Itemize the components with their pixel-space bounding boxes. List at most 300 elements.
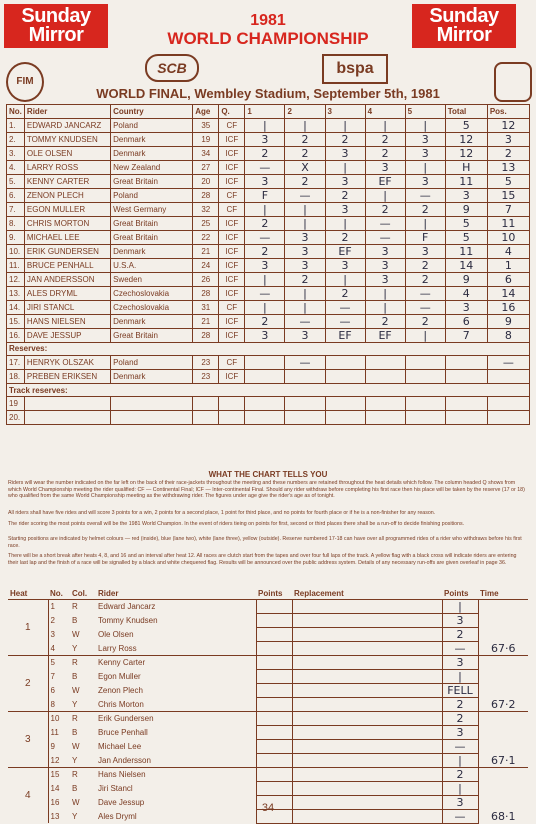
rider-name [24, 410, 110, 424]
heat-rider-number: 5 [48, 655, 70, 669]
ride-score: 3 [245, 258, 285, 272]
rider-name: PREBEN ERIKSEN [24, 370, 110, 384]
heat-rider-number: 10 [48, 711, 70, 725]
heat-rider-name: Ales Dryml [98, 811, 137, 821]
rider-age: 20 [193, 174, 219, 188]
ride-score: 3 [405, 174, 445, 188]
ride-score: 2 [285, 174, 325, 188]
ride-score [285, 410, 325, 424]
ride-score: — [245, 230, 285, 244]
ride-score: X [285, 160, 325, 174]
ride-score: | [245, 272, 285, 286]
ride-score [245, 370, 285, 384]
rider-name: EGON MULLER [24, 202, 110, 216]
helmet-colour: B [72, 783, 78, 793]
heat-column-header: Heat [10, 588, 28, 598]
heat-number: 3 [8, 711, 48, 767]
final-subtitle: WORLD FINAL, Wembley Stadium, September 5th, 1981 [96, 86, 440, 101]
ride-score: — [405, 286, 445, 300]
rider-age: 23 [193, 370, 219, 384]
total-points: 12 [445, 132, 487, 146]
heat-rider-row [8, 641, 528, 655]
replacement-blank [292, 711, 442, 725]
heat-rider-name: Egon Muller [98, 671, 141, 681]
heat-rider-name: Hans Nielsen [96, 767, 256, 781]
rider-name: TOMMY KNUDSEN [24, 132, 110, 146]
rider-age: 22 [193, 230, 219, 244]
rider-row [7, 328, 530, 342]
final-position: 15 [487, 188, 529, 202]
rider-number: 3. [7, 146, 25, 160]
rider-name: BRUCE PENHALL [24, 258, 110, 272]
rider-qualification: ICF [219, 370, 245, 384]
sunday-mirror-logo: Sunday Mirror [412, 4, 516, 48]
final-position: 11 [487, 216, 529, 230]
points-blank [256, 725, 292, 739]
total-points: H [445, 160, 487, 174]
rider-age [193, 410, 219, 424]
rider-age: 32 [193, 202, 219, 216]
points-blank [256, 753, 292, 767]
ride-score: | [285, 286, 325, 300]
ride-score: 2 [285, 146, 325, 160]
score-chart-header [7, 105, 530, 119]
rider-qualification: CF [219, 356, 245, 370]
ride-score [365, 397, 405, 411]
heat-rider-number: 11 [50, 727, 59, 737]
rider-number: 8. [7, 216, 25, 230]
heat-column-header: Col. [72, 588, 88, 598]
track-reserves-section-label: Track reserves: [7, 383, 530, 397]
replacement-blank [292, 655, 442, 669]
heat-rider-name: Ole Olsen [98, 629, 134, 639]
final-position: 13 [487, 160, 529, 174]
ride-score: — [405, 300, 445, 314]
replacement-blank [292, 669, 442, 683]
rider-country: Czechoslovakia [111, 300, 193, 314]
ride-score: | [405, 160, 445, 174]
column-header: Pos. [487, 105, 529, 119]
replacement-blank [292, 683, 442, 697]
heat-column-header: Points [444, 588, 469, 598]
heat-time: 67·6 [478, 599, 528, 655]
points-blank [256, 711, 292, 725]
heat-time: 68·1 [478, 767, 528, 823]
ride-score: 2 [365, 202, 405, 216]
ride-score: — [285, 356, 325, 370]
rider-name: ZENON PLECH [24, 188, 110, 202]
ride-score [325, 410, 365, 424]
rider-qualification: ICF [219, 146, 245, 160]
ride-score: | [285, 118, 325, 132]
points-blank [256, 739, 292, 753]
heat-rider-row [8, 627, 528, 641]
rider-country [111, 410, 193, 424]
total-points: 14 [445, 258, 487, 272]
rider-number: 6. [7, 188, 25, 202]
rider-number: 2. [7, 132, 25, 146]
ride-score [245, 397, 285, 411]
rider-qualification: ICF [219, 328, 245, 342]
rider-age: 25 [193, 216, 219, 230]
rider-number: 19 [7, 397, 25, 411]
column-header: Rider [24, 105, 110, 119]
rider-number: 18. [7, 370, 25, 384]
column-header: Age [193, 105, 219, 119]
rider-country: Denmark [111, 146, 193, 160]
heat-rider-number: 1 [48, 599, 70, 613]
ride-score: EF [325, 328, 365, 342]
heat-rider-number: 14 [50, 783, 60, 793]
final-position: 6 [487, 272, 529, 286]
rider-qualification: ICF [219, 286, 245, 300]
rider-qualification [219, 397, 245, 411]
heat-column-header: Replacement [294, 588, 344, 598]
heat-rider-row [8, 753, 528, 767]
ride-score [285, 397, 325, 411]
total-points: 4 [445, 286, 487, 300]
ride-score [325, 370, 365, 384]
rider-qualification: ICF [219, 230, 245, 244]
ride-score: 3 [285, 230, 325, 244]
reserves-section-label: Reserves: [7, 342, 530, 356]
heat-column-header: Points [258, 588, 283, 598]
ride-score: | [285, 216, 325, 230]
ride-score [325, 356, 365, 370]
rider-country: Denmark [111, 132, 193, 146]
points-blank [256, 641, 292, 655]
rider-age: 26 [193, 272, 219, 286]
rider-age: 21 [193, 314, 219, 328]
heat-points: 3 [442, 725, 478, 739]
helmet-colour: W [72, 741, 80, 751]
ride-score: 3 [325, 202, 365, 216]
ride-score: 2 [285, 272, 325, 286]
ride-score: 3 [245, 174, 285, 188]
points-blank [256, 599, 292, 613]
ride-score: | [365, 300, 405, 314]
header-title: WORLD CHAMPIONSHIP [167, 29, 369, 48]
ride-score: | [405, 216, 445, 230]
points-blank [256, 655, 292, 669]
heat-points: 2 [442, 711, 478, 725]
ride-score: 2 [245, 314, 285, 328]
total-points: 5 [445, 216, 487, 230]
heat-rider-row [8, 711, 528, 725]
rider-country: Poland [111, 188, 193, 202]
rider-country: Denmark [111, 370, 193, 384]
rider-row [7, 356, 530, 370]
rider-age: 28 [193, 286, 219, 300]
replacement-blank [292, 641, 442, 655]
ride-score: 3 [365, 244, 405, 258]
rider-row [7, 286, 530, 300]
column-header: Total [445, 105, 487, 119]
replacement-blank [292, 599, 442, 613]
rider-qualification: ICF [219, 216, 245, 230]
ride-score: 3 [285, 328, 325, 342]
sunday-mirror-logo: Sunday Mirror [4, 4, 108, 48]
rider-number: 5. [7, 174, 25, 188]
heat-rider-number: 9 [50, 741, 55, 751]
helmet-colour: B [72, 615, 78, 625]
rider-age: 31 [193, 300, 219, 314]
heat-points: — [442, 641, 478, 655]
heat-points: 3 [442, 613, 478, 627]
rider-row [7, 216, 530, 230]
rider-number: 15. [7, 314, 25, 328]
replacement-blank [292, 697, 442, 711]
total-points: 7 [445, 328, 487, 342]
heat-rider-name: Zenon Plech [98, 685, 143, 695]
column-header: Q. [219, 105, 245, 119]
ride-score: — [245, 160, 285, 174]
rider-country: Great Britain [111, 174, 193, 188]
total-points: 12 [445, 146, 487, 160]
rider-row [7, 314, 530, 328]
heat-points: — [442, 809, 478, 823]
rider-row [7, 188, 530, 202]
ride-score [405, 356, 445, 370]
helmet-colour: Y [72, 811, 78, 821]
rider-row [7, 370, 530, 384]
ride-score: 3 [405, 244, 445, 258]
rider-country: Poland [111, 118, 193, 132]
replacement-blank [292, 613, 442, 627]
rider-number: 7. [7, 202, 25, 216]
helmet-colour: R [70, 767, 96, 781]
heat-points: | [442, 753, 478, 767]
rider-name: LARRY ROSS [24, 160, 110, 174]
heat-rider-row [8, 655, 528, 669]
replacement-blank [292, 753, 442, 767]
ride-score: | [245, 118, 285, 132]
heat-rider-name: Chris Morton [98, 699, 144, 709]
heat-rider-row [8, 767, 528, 781]
rider-age [193, 397, 219, 411]
points-blank [256, 669, 292, 683]
ride-score: 3 [245, 328, 285, 342]
helmet-colour: Y [72, 699, 78, 709]
rider-country: Czechoslovakia [111, 286, 193, 300]
heat-number: 4 [8, 767, 48, 823]
replacement-blank [292, 627, 442, 641]
rider-country: West Germany [111, 202, 193, 216]
ride-score [285, 370, 325, 384]
heat-rider-number: 12 [50, 755, 60, 765]
final-position: 5 [487, 174, 529, 188]
heat-rider-number: 6 [50, 685, 55, 695]
heat-rider-row [8, 613, 528, 627]
ride-score: — [325, 314, 365, 328]
heat-points: — [442, 739, 478, 753]
track-reserves-section [7, 383, 530, 397]
ride-score: 3 [405, 146, 445, 160]
ride-score: 3 [365, 258, 405, 272]
total-points [445, 356, 487, 370]
ride-score: EF [365, 174, 405, 188]
rider-country: Great Britain [111, 216, 193, 230]
rider-name: MICHAEL LEE [24, 230, 110, 244]
ride-score: — [325, 300, 365, 314]
ride-score: — [405, 188, 445, 202]
ride-score: — [285, 188, 325, 202]
rider-qualification: ICF [219, 258, 245, 272]
ride-score: | [365, 118, 405, 132]
rider-name: ALES DRYML [24, 286, 110, 300]
header-year: 1981 [250, 12, 286, 29]
final-position: 7 [487, 202, 529, 216]
ride-score: 2 [405, 314, 445, 328]
ride-score: 3 [405, 132, 445, 146]
ride-score: 2 [245, 146, 285, 160]
ride-score [365, 356, 405, 370]
rider-number: 9. [7, 230, 25, 244]
ride-score: 2 [245, 244, 285, 258]
rider-age: 21 [193, 244, 219, 258]
heat-rider-number: 2 [50, 615, 55, 625]
heat-rider-name: Edward Jancarz [96, 599, 256, 613]
total-points: 6 [445, 314, 487, 328]
ride-score: 2 [325, 230, 365, 244]
rider-name: HENRYK OLSZAK [24, 356, 110, 370]
score-chart-table [6, 104, 530, 425]
ride-score: 3 [285, 244, 325, 258]
ride-score: 2 [325, 132, 365, 146]
rider-qualification: CF [219, 202, 245, 216]
rider-number: 14. [7, 300, 25, 314]
rider-row [7, 410, 530, 424]
ride-score: | [365, 286, 405, 300]
final-position: 14 [487, 286, 529, 300]
points-blank [256, 627, 292, 641]
column-header: 4 [365, 105, 405, 119]
rider-row [7, 160, 530, 174]
rider-age: 28 [193, 188, 219, 202]
heat-rider-name: Dave Jessup [98, 797, 145, 807]
rider-name: KENNY CARTER [24, 174, 110, 188]
rider-name: JIRI STANCL [24, 300, 110, 314]
rider-row [7, 397, 530, 411]
heat-number: 2 [8, 655, 48, 711]
points-blank [256, 781, 292, 795]
rider-qualification: ICF [219, 314, 245, 328]
helmet-colour: B [72, 727, 78, 737]
heat-rider-row [8, 683, 528, 697]
ride-score: — [285, 314, 325, 328]
fim-emblem: FIM [6, 62, 44, 102]
ride-score: | [365, 188, 405, 202]
rider-row [7, 272, 530, 286]
rider-age: 23 [193, 356, 219, 370]
ride-score: | [245, 300, 285, 314]
rider-row [7, 258, 530, 272]
rider-name [24, 397, 110, 411]
rider-name: CHRIS MORTON [24, 216, 110, 230]
heat-rider-name: Erik Gundersen [96, 711, 256, 725]
rider-qualification: CF [219, 188, 245, 202]
heat-rider-name: Jiri Stancl [98, 783, 133, 793]
rider-number: 12. [7, 272, 25, 286]
heat-points: | [442, 669, 478, 683]
heat-details-table [8, 588, 528, 824]
final-position: 3 [487, 132, 529, 146]
bspa-logo: bspa [322, 54, 388, 84]
heat-column-header: Time [480, 588, 499, 598]
ride-score [325, 397, 365, 411]
replacement-blank [292, 781, 442, 795]
helmet-colour: Y [72, 755, 78, 765]
total-points: 3 [445, 300, 487, 314]
heat-rider-row [8, 781, 528, 795]
total-points [445, 370, 487, 384]
rider-name: OLE OLSEN [24, 146, 110, 160]
column-header: 3 [325, 105, 365, 119]
rider-number: 16. [7, 328, 25, 342]
ride-score: 2 [405, 202, 445, 216]
helmet-colour: R [70, 711, 96, 725]
total-points: 9 [445, 202, 487, 216]
replacement-blank [292, 725, 442, 739]
heat-rider-number: 3 [50, 629, 55, 639]
ride-score [405, 410, 445, 424]
ride-score: — [365, 216, 405, 230]
page-number: 34 [261, 802, 275, 814]
rider-row [7, 202, 530, 216]
column-header: 5 [405, 105, 445, 119]
rider-age: 27 [193, 160, 219, 174]
heat-rider-row [8, 739, 528, 753]
ride-score: 3 [365, 160, 405, 174]
rider-country: New Zealand [111, 160, 193, 174]
final-position: 1 [487, 258, 529, 272]
ride-score: | [325, 272, 365, 286]
rider-row [7, 230, 530, 244]
rider-name: ERIK GUNDERSEN [24, 244, 110, 258]
heat-rider-row [8, 697, 528, 711]
heat-rider-name: Michael Lee [98, 741, 142, 751]
rider-country: Great Britain [111, 328, 193, 342]
ride-score: | [405, 118, 445, 132]
ride-score [365, 370, 405, 384]
rider-name: HANS NIELSEN [24, 314, 110, 328]
rider-age: 28 [193, 328, 219, 342]
total-points [445, 410, 487, 424]
rider-qualification: ICF [219, 160, 245, 174]
ride-score: 2 [325, 188, 365, 202]
rider-age: 34 [193, 146, 219, 160]
heat-column-header: No. [50, 588, 63, 598]
heat-number: 1 [8, 599, 48, 655]
heat-rider-name: Larry Ross [98, 643, 137, 653]
column-header: Country [111, 105, 193, 119]
rider-row [7, 132, 530, 146]
heat-rider-number: 8 [50, 699, 55, 709]
total-points: 3 [445, 188, 487, 202]
ride-score: 2 [365, 314, 405, 328]
ride-score: 3 [245, 132, 285, 146]
final-position: 16 [487, 300, 529, 314]
heat-rider-row [8, 599, 528, 613]
heat-rider-name: Tommy Knudsen [98, 615, 158, 625]
ride-score: EF [325, 244, 365, 258]
rider-row [7, 146, 530, 160]
rider-row [7, 174, 530, 188]
ride-score: | [325, 118, 365, 132]
heat-time: 67·2 [478, 655, 528, 711]
rider-country: Poland [111, 356, 193, 370]
rider-number: 1. [7, 118, 25, 132]
